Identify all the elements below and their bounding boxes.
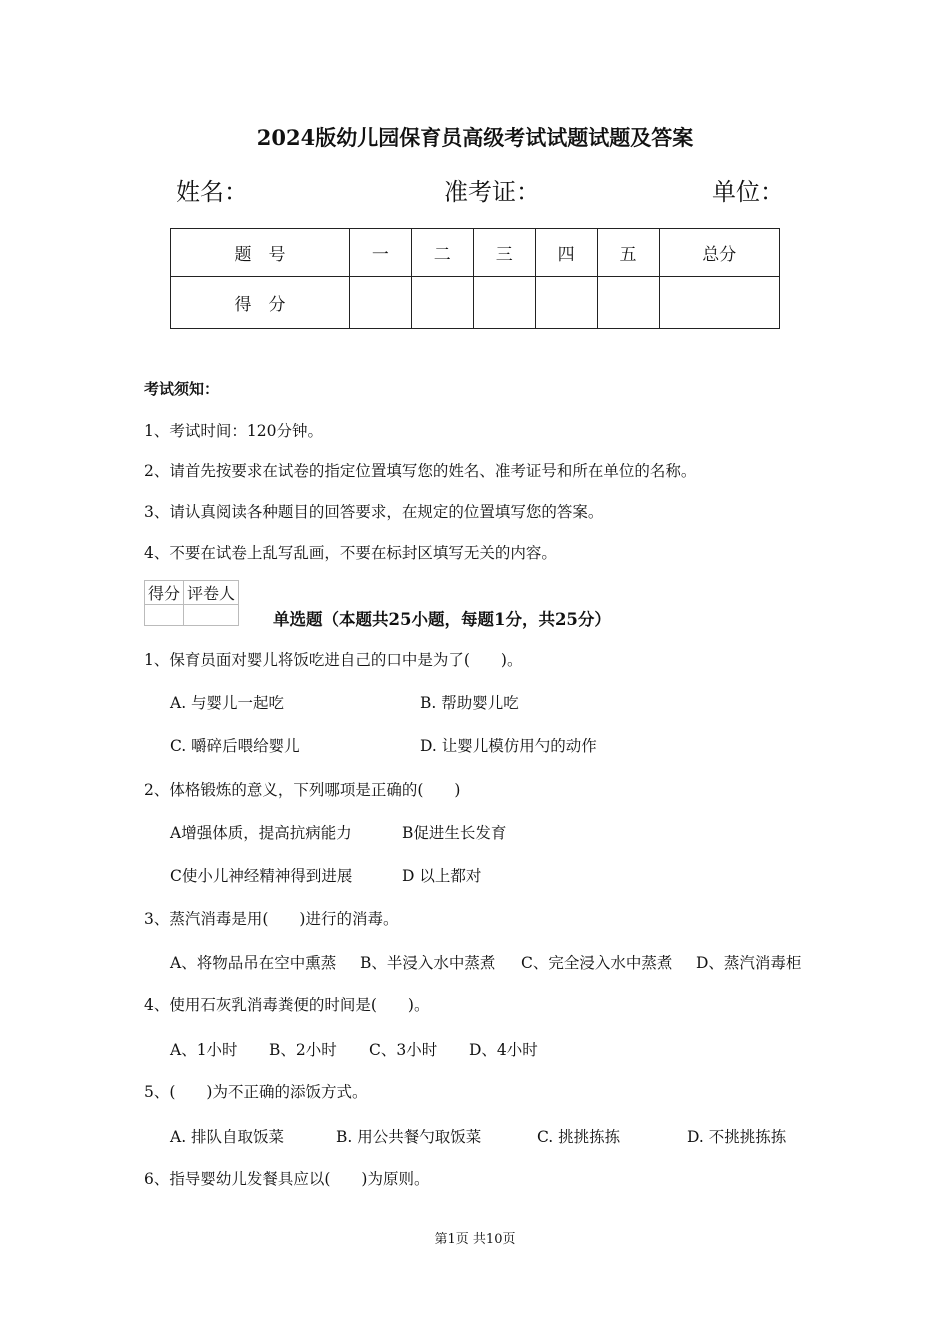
question-stem: 4、使用石灰乳消毒粪便的时间是( )。 xyxy=(144,996,430,1014)
score-input-cell[interactable] xyxy=(535,277,597,329)
score-table-header-cell: 二 xyxy=(411,229,473,277)
name-field-label: 姓名： xyxy=(176,178,248,206)
grader-box xyxy=(144,580,239,626)
notice-item: 1、考试时间：120分钟。 xyxy=(144,422,323,440)
question-option: C. 嚼碎后喂给婴儿 xyxy=(170,737,300,755)
notice-heading: 考试须知： xyxy=(144,380,220,398)
section-title: 单选题（本题共25小题，每题1分，共25分） xyxy=(273,610,611,629)
question-stem: 2、体格锻炼的意义，下列哪项是正确的( ) xyxy=(144,781,461,799)
question-option: B. 帮助婴儿吃 xyxy=(420,694,519,712)
question-option: B、2小时 xyxy=(269,1041,337,1059)
question-stem: 5、( )为不正确的添饭方式。 xyxy=(144,1083,368,1101)
unit-field-label: 单位： xyxy=(712,178,784,206)
score-table-header-cell: 一 xyxy=(349,229,411,277)
question-option: B. 用公共餐勺取饭菜 xyxy=(336,1128,482,1146)
question-option: C、3小时 xyxy=(369,1041,438,1059)
question-option: A增强体质，提高抗病能力 xyxy=(170,824,352,842)
grader-reviewer-cell[interactable] xyxy=(184,605,239,626)
score-input-cell[interactable] xyxy=(349,277,411,329)
exam-id-field-label: 准考证： xyxy=(444,178,540,206)
notice-item: 3、请认真阅读各种题目的回答要求，在规定的位置填写您的答案。 xyxy=(144,503,604,521)
grader-reviewer-label: 评卷人 xyxy=(184,581,239,605)
question-stem: 1、保育员面对婴儿将饭吃进自己的口中是为了( )。 xyxy=(144,651,523,669)
grader-score-label: 得分 xyxy=(145,581,184,605)
score-table-header-cell: 四 xyxy=(535,229,597,277)
question-option: C、完全浸入水中蒸煮 xyxy=(521,954,673,972)
question-option: A、1小时 xyxy=(170,1041,238,1059)
score-input-cell[interactable] xyxy=(659,277,779,329)
question-option: C. 挑挑拣拣 xyxy=(537,1128,621,1146)
question-option: A. 排队自取饭菜 xyxy=(170,1128,285,1146)
score-input-cell[interactable] xyxy=(597,277,659,329)
score-input-cell[interactable] xyxy=(473,277,535,329)
notice-item: 4、不要在试卷上乱写乱画，不要在标封区填写无关的内容。 xyxy=(144,544,557,562)
score-table-header-cell: 题 号 xyxy=(171,229,350,277)
question-option: C使小儿神经精神得到进展 xyxy=(170,867,353,885)
question-option: B促进生长发育 xyxy=(402,824,507,842)
score-input-cell[interactable] xyxy=(411,277,473,329)
question-option: D、4小时 xyxy=(469,1041,538,1059)
exam-title: 2024版幼儿园保育员高级考试试题试题及答案 xyxy=(256,125,694,150)
grader-score-cell[interactable] xyxy=(145,605,184,626)
score-table-score-row xyxy=(171,277,780,329)
question-option: B、半浸入水中蒸煮 xyxy=(360,954,496,972)
question-option: A、将物品吊在空中熏蒸 xyxy=(170,954,337,972)
score-table-header-cell: 三 xyxy=(473,229,535,277)
score-table-header-cell: 五 xyxy=(597,229,659,277)
page-footer: 第1页 共10页 xyxy=(434,1232,516,1247)
question-option: D. 让婴儿模仿用勺的动作 xyxy=(420,737,597,755)
question-stem: 3、蒸汽消毒是用( )进行的消毒。 xyxy=(144,910,399,928)
question-option: A. 与婴儿一起吃 xyxy=(170,694,285,712)
score-table-header-row xyxy=(171,229,780,277)
score-table xyxy=(170,228,780,329)
question-option: D. 不挑挑拣拣 xyxy=(687,1128,787,1146)
question-option: D 以上都对 xyxy=(402,867,482,885)
notice-item: 2、请首先按要求在试卷的指定位置填写您的姓名、准考证号和所在单位的名称。 xyxy=(144,462,697,480)
score-table-header-cell: 总分 xyxy=(659,229,779,277)
question-option: D、蒸汽消毒柜 xyxy=(696,954,802,972)
score-row-label: 得 分 xyxy=(171,277,350,329)
question-stem: 6、指导婴幼儿发餐具应以( )为原则。 xyxy=(144,1170,430,1188)
